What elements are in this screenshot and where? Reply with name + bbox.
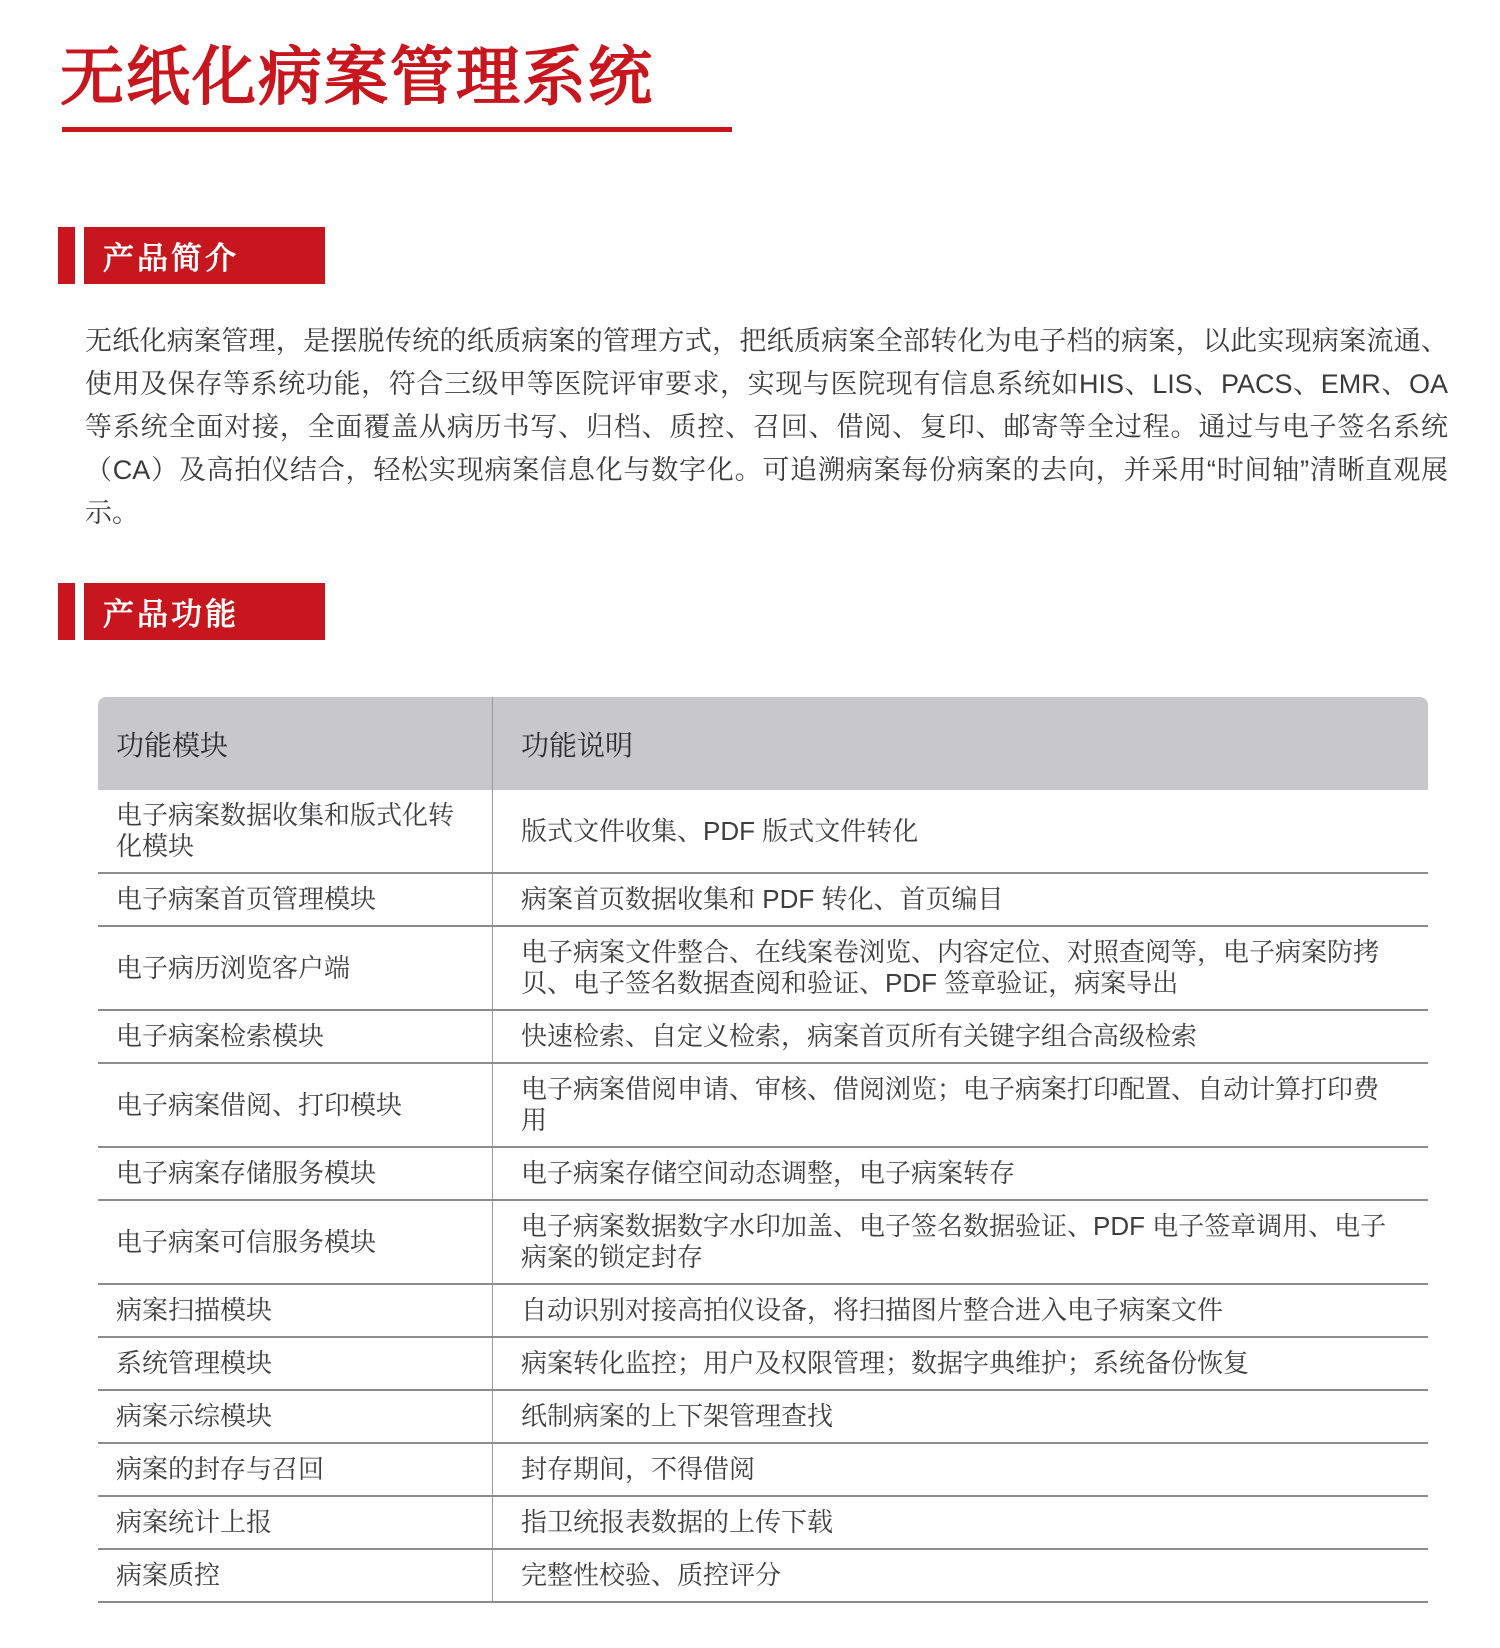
- module-cell: 病案的封存与召回: [98, 1444, 493, 1495]
- module-cell: 病案扫描模块: [98, 1285, 493, 1336]
- intro-paragraph: 无纸化病案管理，是摆脱传统的纸质病案的管理方式，把纸质病案全部转化为电子档的病案，以此实现病案流通、使用及保存等系统功能，符合三级甲等医院评审要求，实现与医院现有信息系统如HIS、LIS、PACS、EMR、OA等系统全面对接，全面覆盖从病历书写、归档、质控、召回、借阅、复印、邮寄等全过程。通过与电子签名系统（CA）及高拍仪结合，轻松实现病案信息化与数字化。可追溯病案每份病案的去向，并采用“时间轴”清晰直观展示。: [85, 326, 1448, 528]
- heading-accent-bar: [58, 583, 75, 640]
- intro-section-heading: [58, 227, 325, 284]
- description-cell: 完整性校验、质控评分: [521, 1560, 782, 1590]
- page-title: 无纸化病案管理系统: [60, 41, 654, 113]
- module-cell: 病案质控: [98, 1550, 493, 1601]
- description-cell: 电子病案文件整合、在线案卷浏览、内容定位、对照查阅等，电子病案防拷贝、电子签名数据查阅和验证、PDF 签章验证，病案导出: [521, 937, 1380, 998]
- module-cell: 电子病案存储服务模块: [98, 1148, 493, 1199]
- module-cell: 电子病案首页管理模块: [98, 874, 493, 925]
- description-cell: 纸制病案的上下架管理查找: [521, 1401, 834, 1431]
- table-row: [98, 927, 1428, 1011]
- description-cell: 封存期间，不得借阅: [521, 1454, 756, 1484]
- table-row: [98, 1550, 1428, 1603]
- table-row: [98, 1201, 1428, 1285]
- table-row: [98, 1064, 1428, 1148]
- table-row: [98, 1011, 1428, 1064]
- description-cell: 指卫统报表数据的上传下载: [521, 1507, 834, 1537]
- table-row: [98, 1444, 1428, 1497]
- description-cell: 电子病案数据数字水印加盖、电子签名数据验证、PDF 电子签章调用、电子病案的锁定封存: [521, 1211, 1387, 1272]
- module-cell: 电子病历浏览客户端: [98, 927, 493, 1009]
- description-cell: 自动识别对接高拍仪设备，将扫描图片整合进入电子病案文件: [521, 1295, 1224, 1325]
- table-row: [98, 790, 1428, 874]
- column-header-module: 功能模块: [98, 697, 493, 790]
- description-cell: 病案首页数据收集和 PDF 转化、首页编目: [521, 884, 1004, 914]
- intro-heading-label: 产品简介: [103, 241, 239, 276]
- description-cell: 电子病案存储空间动态调整，电子病案转存: [521, 1158, 1016, 1188]
- module-cell: 电子病案数据收集和版式化转化模块: [98, 790, 493, 872]
- features-heading-box: [84, 583, 325, 640]
- description-cell: 快速检索、自定义检索，病案首页所有关键字组合高级检索: [521, 1021, 1198, 1051]
- table-row: [98, 874, 1428, 927]
- table-row: [98, 1391, 1428, 1444]
- table-row: [98, 1338, 1428, 1391]
- module-cell: 电子病案借阅、打印模块: [98, 1064, 493, 1146]
- module-cell: 病案统计上报: [98, 1497, 493, 1548]
- module-cell: 电子病案可信服务模块: [98, 1201, 493, 1283]
- module-cell: 电子病案检索模块: [98, 1011, 493, 1062]
- description-cell: 电子病案借阅申请、审核、借阅浏览；电子病案打印配置、自动计算打印费用: [521, 1074, 1380, 1135]
- table-row: [98, 1148, 1428, 1201]
- features-section-heading: [58, 583, 325, 640]
- column-header-description: 功能说明: [521, 730, 634, 761]
- features-table: [98, 697, 1428, 1603]
- intro-heading-box: [84, 227, 325, 284]
- table-row: [98, 1285, 1428, 1338]
- description-cell: 版式文件收集、PDF 版式文件转化: [521, 815, 919, 846]
- features-heading-label: 产品功能: [103, 597, 239, 632]
- module-cell: 病案示综模块: [98, 1391, 493, 1442]
- title-underline: [62, 127, 732, 132]
- heading-accent-bar: [58, 227, 75, 284]
- table-row: [98, 1497, 1428, 1550]
- description-cell: 病案转化监控；用户及权限管理；数据字典维护；系统备份恢复: [521, 1348, 1250, 1378]
- table-header-row: [98, 697, 1428, 790]
- module-cell: 系统管理模块: [98, 1338, 493, 1389]
